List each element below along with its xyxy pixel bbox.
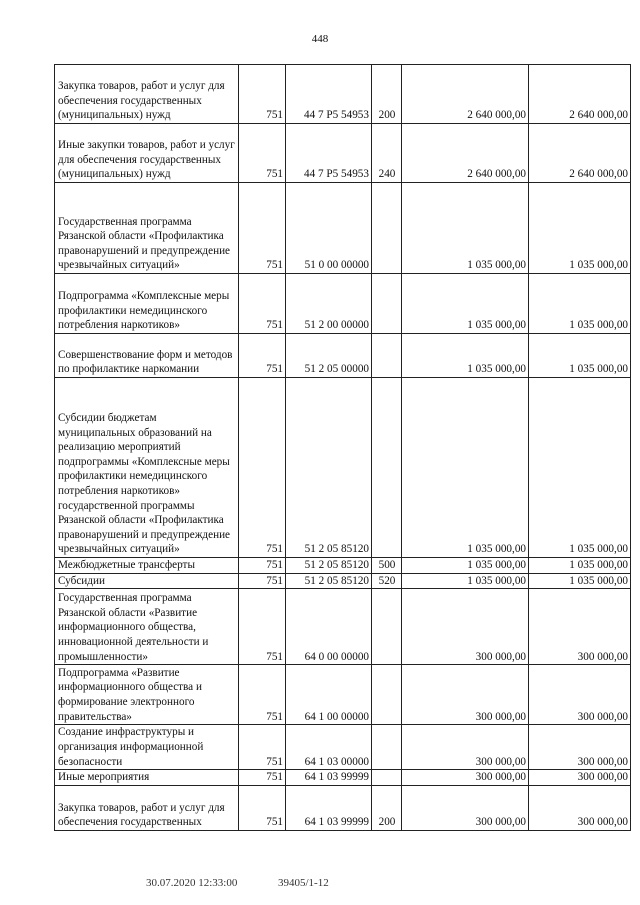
row-ved-code: 751 [239,124,286,183]
row-sum-2: 1 035 000,00 [529,573,631,589]
row-sum-1: 1 035 000,00 [402,183,529,274]
row-expense-type [372,274,402,334]
row-name: Иные мероприятия [55,770,239,786]
row-name: Государственная программа Рязанской области «Развитие информационного общества, инновационной деятельности и промышленности» [55,589,239,665]
row-sum-2: 1 035 000,00 [529,378,631,558]
row-sum-1: 1 035 000,00 [402,334,529,378]
row-sum-2: 1 035 000,00 [529,558,631,574]
row-sum-2: 300 000,00 [529,785,631,830]
row-target-article: 51 2 05 85120 [286,558,372,574]
row-name: Межбюджетные трансферты [55,558,239,574]
row-ved-code: 751 [239,378,286,558]
row-expense-type: 200 [372,785,402,830]
row-target-article: 51 2 05 00000 [286,334,372,378]
row-expense-type [372,589,402,665]
footer-datetime: 30.07.2020 12:33:00 [146,877,238,889]
row-sum-1: 1 035 000,00 [402,378,529,558]
row-sum-1: 300 000,00 [402,665,529,725]
row-target-article: 64 1 03 99999 [286,785,372,830]
row-name: Субсидии бюджетам муниципальных образований на реализацию мероприятий подпрограммы «Комплексные меры профилактики немедицинского потребления наркотиков» государственной программы Рязанской области «Профилактика правонарушений и предупреждение чрезвычайных ситуаций» [55,378,239,558]
row-sum-1: 300 000,00 [402,725,529,770]
table-row [55,573,631,589]
row-expense-type: 500 [372,558,402,574]
row-ved-code: 751 [239,725,286,770]
row-name: Закупка товаров, работ и услуг для обеспечения государственных (муниципальных) нужд [55,65,239,124]
row-sum-1: 300 000,00 [402,770,529,786]
budget-table-body [55,65,631,831]
row-expense-type [372,725,402,770]
table-row [55,558,631,574]
table-row [55,770,631,786]
row-name: Субсидии [55,573,239,589]
row-name: Создание инфраструктуры и организация информационной безопасности [55,725,239,770]
row-ved-code: 751 [239,65,286,124]
row-sum-1: 300 000,00 [402,785,529,830]
row-sum-2: 300 000,00 [529,589,631,665]
row-ved-code: 751 [239,183,286,274]
row-target-article: 51 2 05 85120 [286,573,372,589]
footer-doc-code: 39405/1-12 [278,877,329,889]
row-target-article: 51 0 00 00000 [286,183,372,274]
table-row [55,589,631,665]
row-sum-1: 1 035 000,00 [402,274,529,334]
row-sum-2: 2 640 000,00 [529,65,631,124]
row-name: Подпрограмма «Комплексные меры профилактики немедицинского потребления наркотиков» [55,274,239,334]
table-row [55,65,631,124]
row-target-article: 44 7 Р5 54953 [286,124,372,183]
table-row [55,124,631,183]
table-row [55,725,631,770]
row-ved-code: 751 [239,770,286,786]
row-ved-code: 751 [239,665,286,725]
page-number: 448 [311,33,329,45]
row-ved-code: 751 [239,558,286,574]
table-row [55,334,631,378]
row-sum-1: 1 035 000,00 [402,558,529,574]
row-expense-type [372,378,402,558]
row-ved-code: 751 [239,274,286,334]
row-sum-1: 2 640 000,00 [402,124,529,183]
row-target-article: 64 1 00 00000 [286,665,372,725]
row-target-article: 64 1 03 99999 [286,770,372,786]
row-ved-code: 751 [239,334,286,378]
row-expense-type: 240 [372,124,402,183]
row-target-article: 64 1 03 00000 [286,725,372,770]
row-expense-type [372,665,402,725]
row-expense-type [372,334,402,378]
row-target-article: 51 2 05 85120 [286,378,372,558]
row-sum-2: 1 035 000,00 [529,334,631,378]
row-sum-1: 2 640 000,00 [402,65,529,124]
row-name: Подпрограмма «Развитие информационного общества и формирование электронного правительства» [55,665,239,725]
row-name: Закупка товаров, работ и услуг для обеспечения государственных [55,785,239,830]
row-sum-1: 300 000,00 [402,589,529,665]
row-name: Иные закупки товаров, работ и услуг для обеспечения государственных (муниципальных) нужд [55,124,239,183]
row-sum-2: 1 035 000,00 [529,274,631,334]
row-sum-1: 1 035 000,00 [402,573,529,589]
row-expense-type [372,183,402,274]
table-row [55,785,631,830]
table-row [55,665,631,725]
row-name: Совершенствование форм и методов по профилактике наркомании [55,334,239,378]
row-expense-type: 200 [372,65,402,124]
budget-table [54,64,631,831]
row-sum-2: 300 000,00 [529,665,631,725]
row-sum-2: 300 000,00 [529,770,631,786]
row-target-article: 51 2 00 00000 [286,274,372,334]
row-name: Государственная программа Рязанской области «Профилактика правонарушений и предупреждение чрезвычайных ситуаций» [55,183,239,274]
row-target-article: 64 0 00 00000 [286,589,372,665]
table-row [55,274,631,334]
table-row [55,183,631,274]
row-ved-code: 751 [239,785,286,830]
row-ved-code: 751 [239,573,286,589]
row-sum-2: 300 000,00 [529,725,631,770]
row-expense-type: 520 [372,573,402,589]
row-ved-code: 751 [239,589,286,665]
row-expense-type [372,770,402,786]
row-sum-2: 1 035 000,00 [529,183,631,274]
row-target-article: 44 7 Р5 54953 [286,65,372,124]
row-sum-2: 2 640 000,00 [529,124,631,183]
table-row [55,378,631,558]
